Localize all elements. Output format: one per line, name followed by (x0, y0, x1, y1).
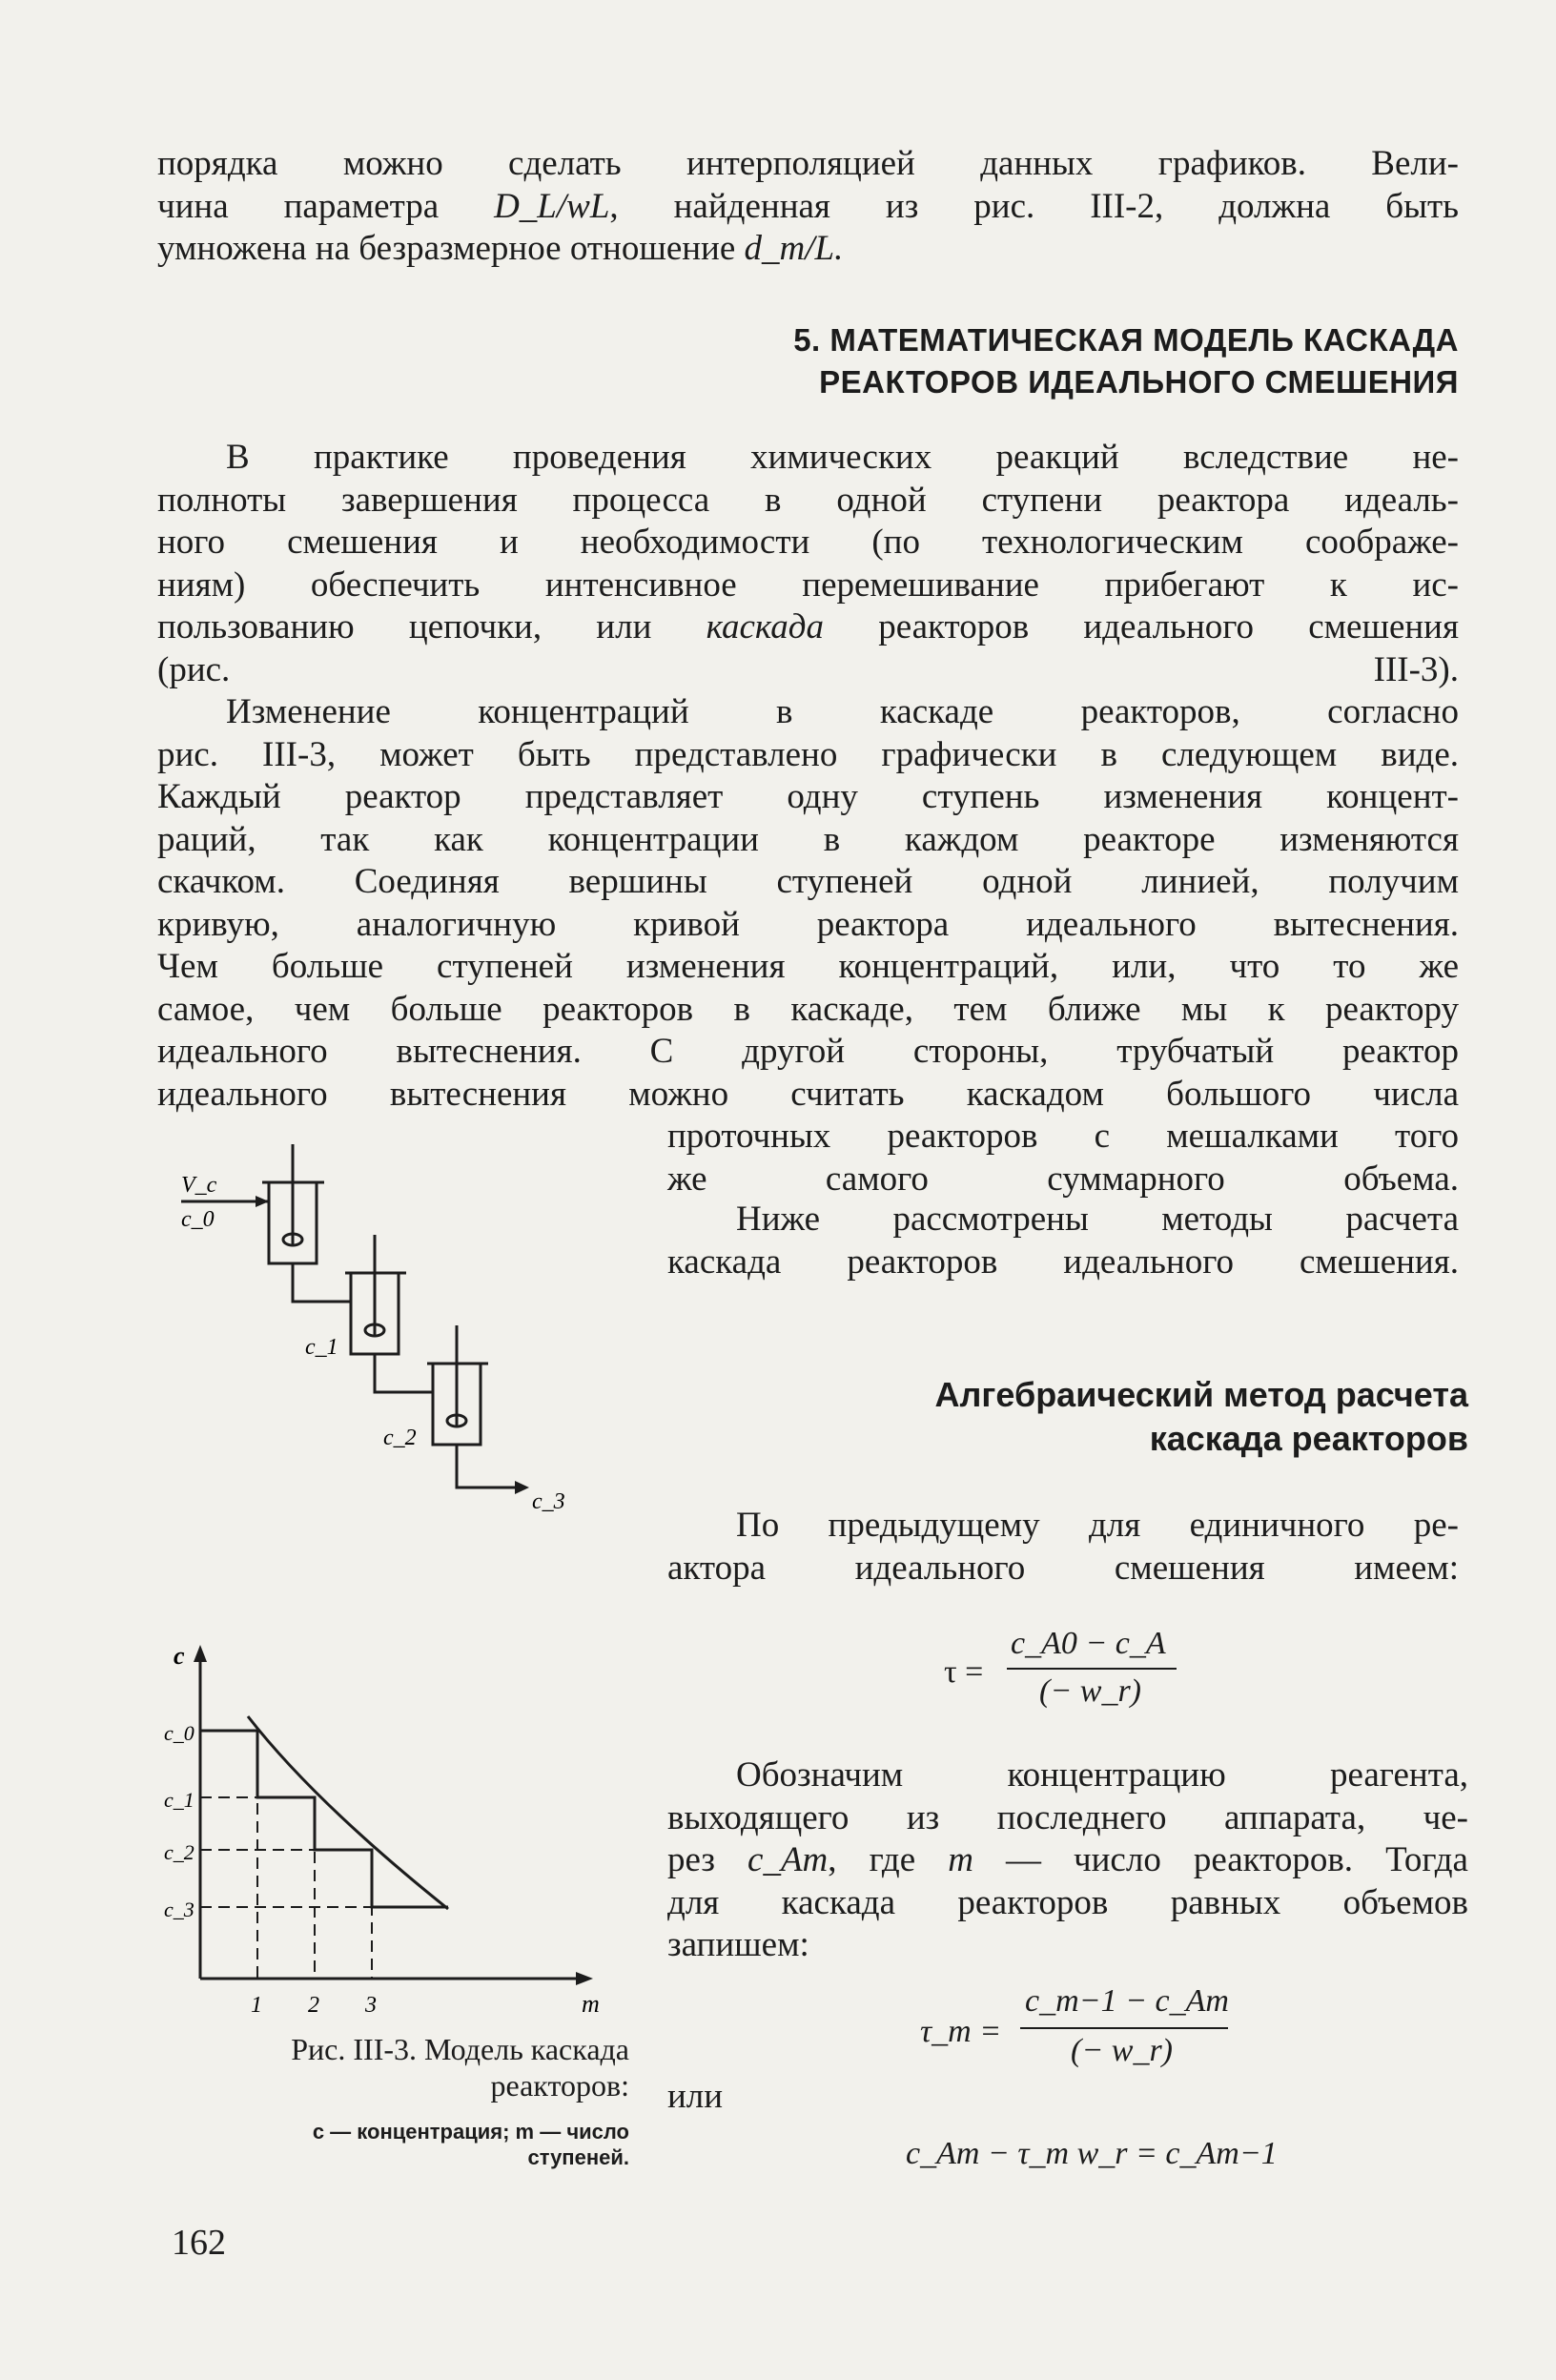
formula-numerator: c_m−1 − c_Am (1025, 1983, 1229, 2019)
x-tick-2: 2 (308, 1993, 319, 2017)
legend-line: ступеней. (527, 2145, 629, 2169)
outlet-arrow-head (515, 1481, 529, 1494)
text-line: же самого суммарного объема. (667, 1159, 1459, 1199)
formula-lhs: τ_m = (920, 2014, 1002, 2049)
text-line: Каждый реактор представляет одну ступень изменения концент- (157, 777, 1459, 816)
text-line: проточных реакторов с мешалками того (667, 1117, 1459, 1156)
y-tick-c1: c_1 (164, 1788, 194, 1812)
text-line: раций, так как концентрации в каждом реакторе изменяются (157, 819, 1459, 859)
paragraph-intro (157, 437, 1459, 691)
section-heading-line: РЕАКТОРОВ ИДЕАЛЬНОГО СМЕШЕНИЯ (819, 364, 1459, 400)
formula-denominator: (− w_r) (1071, 2033, 1173, 2068)
formula-denominator: (− w_r) (1039, 1673, 1141, 1709)
formula-lhs: τ = (944, 1654, 984, 1690)
subheading-line: каскада реакторов (1149, 1419, 1468, 1458)
paragraph-notation (667, 1754, 1468, 1967)
label-c1: c_1 (305, 1335, 338, 1360)
math-variable: D_L/wL (494, 186, 610, 226)
paragraph-single-reactor (667, 1505, 1459, 1590)
figure-caption (162, 2031, 629, 2103)
math-variable: c_Am (747, 1840, 829, 1879)
text-line: актора идеального смешения имеем: (667, 1548, 1459, 1588)
label-c0: c_0 (181, 1207, 215, 1232)
text-fragment: — число реакторов. Тогда (972, 1840, 1468, 1879)
text-fragment: пользованию цепочки, или (157, 607, 706, 646)
math-variable: d_т/L. (744, 229, 844, 268)
math-variable: m (948, 1840, 973, 1879)
text-line: Обозначим концентрацию реагента, (736, 1755, 1468, 1795)
fraction-bar (1007, 1668, 1177, 1670)
formula-recurrence: c_Am − τ_m w_r = c_Am−1 (906, 2136, 1278, 2171)
paragraph-methods (667, 1199, 1459, 1283)
text-line: идеального вытеснения можно считать каскадом большого числа (157, 1074, 1459, 1114)
paragraph-concentration (157, 691, 1459, 1116)
text-line: идеального вытеснения. С другой стороны, трубчатый реактор (157, 1032, 1459, 1071)
y-axis-label: c (174, 1642, 185, 1670)
label-c2: c_2 (383, 1426, 417, 1450)
subheading-line: Алгебраический метод расчета (934, 1375, 1468, 1414)
text-line: По предыдущему для единичного ре- (736, 1506, 1459, 1545)
label-vc: V_c (181, 1173, 217, 1198)
x-tick-1: 1 (251, 1993, 262, 2017)
top-paragraph (157, 143, 1459, 271)
feed-arrow-head (256, 1196, 269, 1207)
caption-line: Рис. III-3. Модель каскада (291, 2032, 629, 2066)
text-line: выходящего из последнего аппарата, че- (667, 1797, 1468, 1837)
pipe-3 (457, 1445, 520, 1488)
pipe-2 (375, 1354, 433, 1392)
text-line: рис. III-3, может быть представлено графически в следующем виде. (157, 734, 1459, 774)
paragraph-concentration-end (667, 1116, 1459, 1200)
text-line: самое, чем больше реакторов в каскаде, тем ближе мы к реактору (157, 989, 1459, 1029)
formula-cascade-time (920, 1983, 1244, 2079)
text-line (157, 186, 1459, 229)
fraction-bar (1020, 2027, 1228, 2029)
emphasis-text: каскада (706, 607, 825, 646)
text-line (157, 606, 1459, 649)
x-axis-arrow (576, 1972, 593, 1985)
or-word: или (667, 2077, 724, 2116)
x-axis-label: m (582, 1990, 600, 2017)
text-line: кривую, аналогичную кривой реактора идеального вытеснения. (157, 904, 1459, 944)
label-c3: c_3 (532, 1489, 565, 1514)
text-line: Ниже рассмотрены методы расчета (736, 1200, 1459, 1239)
concentration-step-graph (162, 1635, 610, 2017)
formula-residence-time (944, 1626, 1192, 1721)
y-tick-c3: c_3 (164, 1898, 194, 1921)
legend-line: c — концентрация; m — число (312, 2120, 629, 2144)
text-line: для каскада реакторов равных объемов (667, 1882, 1468, 1922)
y-tick-c2: c_2 (164, 1840, 194, 1864)
text-line: Чем больше ступеней изменения концентраций, или, что то же (157, 947, 1459, 986)
algebraic-method-heading (667, 1373, 1468, 1461)
reactor-cascade-diagram (162, 1135, 610, 1583)
text-line: порядка можно сделать интерполяцией данных графиков. Вели- (157, 144, 1459, 183)
text-line (157, 228, 1459, 271)
text-line: ниям) обеспечить интенсивное перемешивание прибегают к ис- (157, 564, 1459, 605)
page-number: 162 (172, 2223, 226, 2263)
section-heading-line: 5. МАТЕМАТИЧЕСКАЯ МОДЕЛЬ КАСКАДА (793, 322, 1459, 358)
text-line: Изменение концентраций в каскаде реакторов, согласно (226, 692, 1459, 731)
text-fragment: , где (828, 1840, 949, 1879)
section-heading (572, 319, 1459, 403)
text-line: ного смешения и необходимости (по технологическим соображе- (157, 523, 1459, 562)
x-tick-3: 3 (365, 1993, 377, 2017)
text-line: В практике проведения химических реакций вследствие не- (226, 438, 1459, 477)
text-line: (рис. III-3). (157, 649, 1459, 689)
text-line: полноты завершения процесса в одной ступени реактора идеаль- (157, 480, 1459, 520)
figure-legend (162, 2119, 629, 2170)
caption-line: реакторов: (490, 2068, 629, 2103)
formula-numerator: c_A0 − c_A (1011, 1626, 1166, 1661)
text-fragment: чина параметра (157, 186, 495, 226)
text-fragment: рез (667, 1840, 748, 1879)
pipe-1 (293, 1263, 351, 1302)
text-line (667, 1839, 1468, 1882)
plug-flow-curve (248, 1716, 448, 1909)
text-line: каскада реакторов идеального смешения. (667, 1241, 1459, 1282)
text-fragment: реакторов идеального смешения (824, 607, 1460, 646)
y-axis-arrow (194, 1645, 207, 1662)
text-line: запишем: (667, 1925, 809, 1964)
step-line (200, 1731, 448, 1907)
text-fragment: умножена на безразмерное отношение (157, 229, 745, 268)
text-fragment: , найденная из рис. III-2, должна быть (609, 186, 1459, 226)
y-tick-c0: c_0 (164, 1721, 194, 1745)
text-line: скачком. Соединяя вершины ступеней одной линией, получим (157, 862, 1459, 901)
